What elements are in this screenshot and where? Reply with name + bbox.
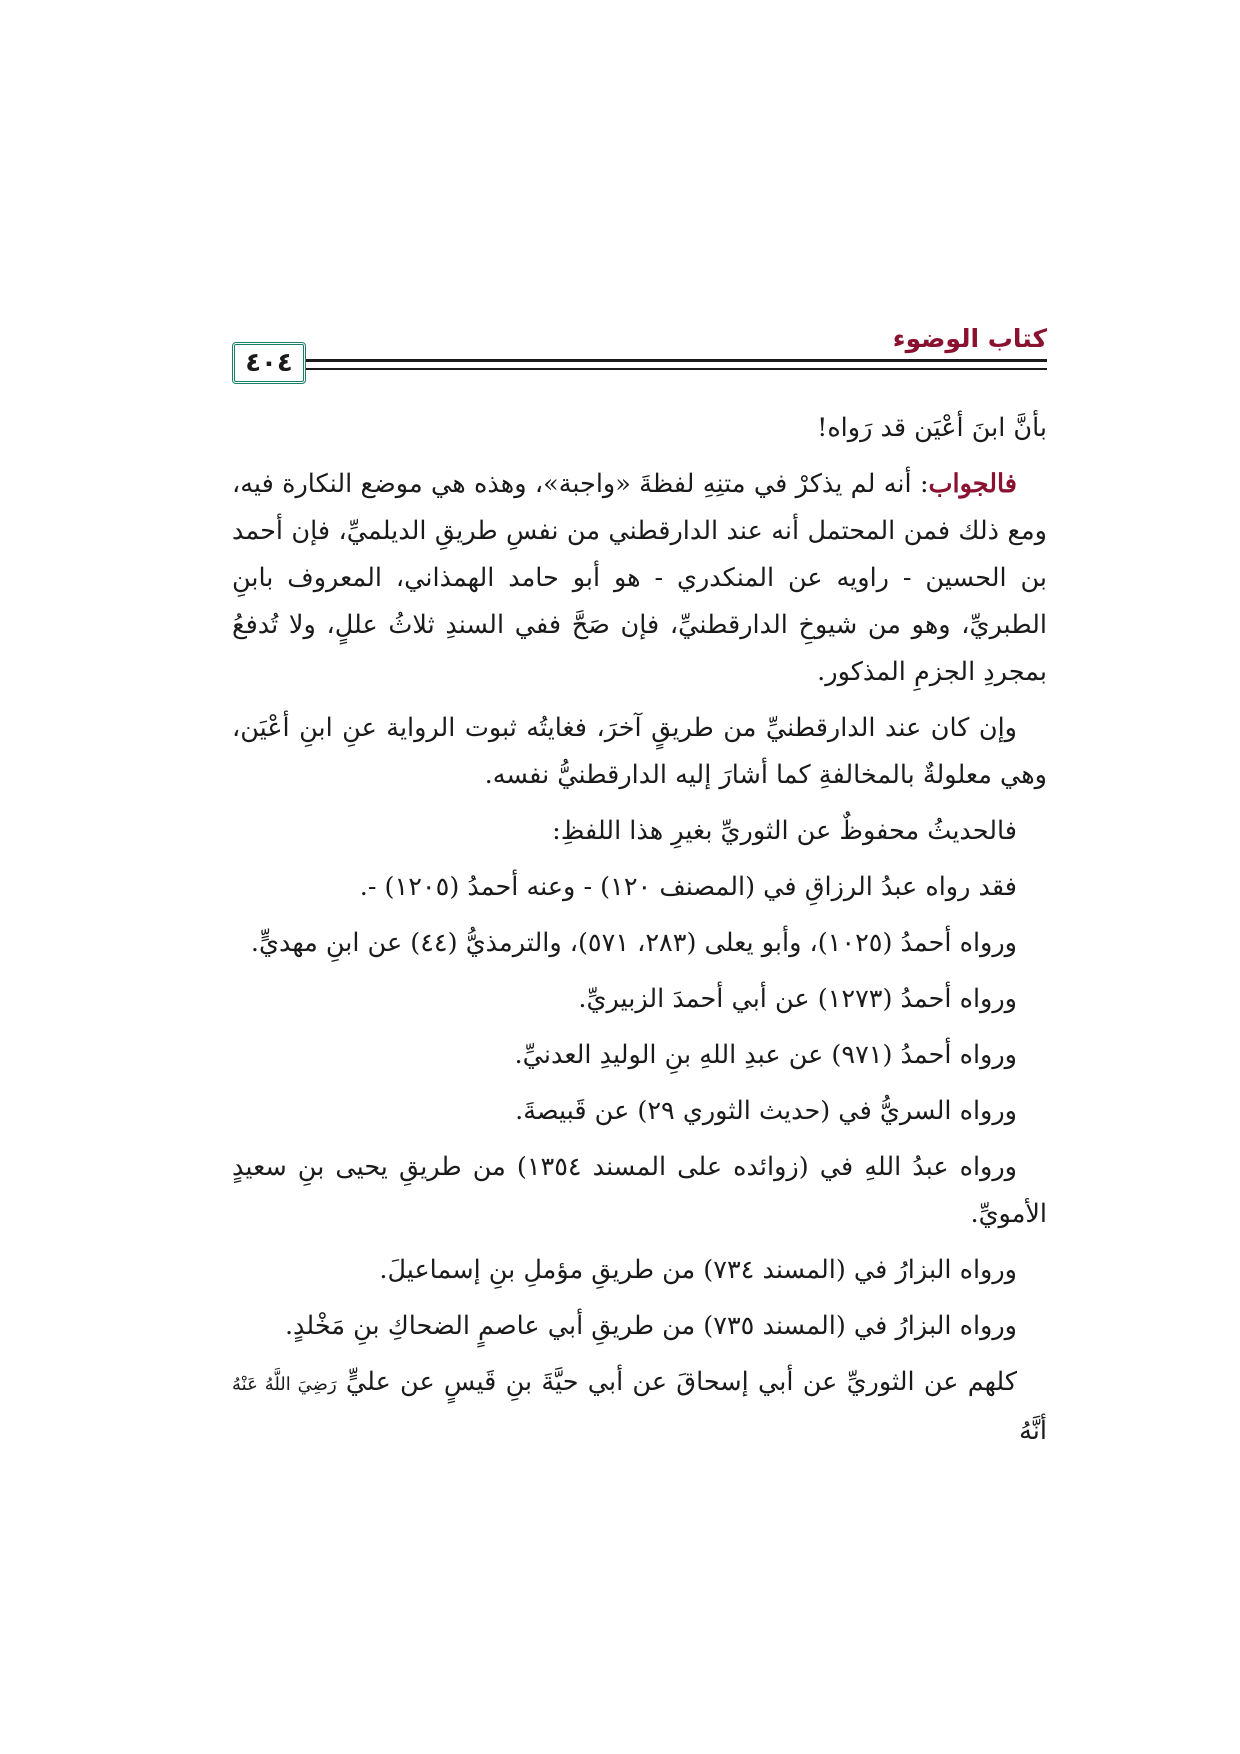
- answer-label: فالجواب: [928, 469, 1017, 499]
- header-rule-top: [306, 359, 1047, 362]
- page-number-frame: [232, 342, 306, 384]
- paragraph-13: [232, 1359, 1047, 1455]
- page-number: ٤٠٤: [245, 348, 293, 378]
- paragraph-6: ورواه أحمدُ (١٠٢٥)، وأبو يعلى (٢٨٣، ٥٧١)، والترمذيُّ (٤٤) عن ابنِ مهديٍّ.: [250, 928, 1017, 958]
- paragraph-10: ورواه عبدُ اللهِ في (زوائده على المسند ١٣٥٤) من طريقِ يحيى بنِ سعيدٍ الأمويِّ.: [232, 1152, 1047, 1229]
- paragraph-5: فقد رواه عبدُ الرزاقِ في (المصنف ١٢٠) - وعنه أحمدُ (١٢٠٥) -.: [359, 872, 1017, 902]
- honorific-glyph: رَضِيَ اللَّهُ عَنْهُ: [232, 1374, 337, 1395]
- paragraph-answer: [232, 461, 1047, 696]
- header-rule-bottom: [306, 368, 1047, 370]
- paragraph-4: فالحديثُ محفوظٌ عن الثوريِّ بغيرِ هذا اللفظِ:: [552, 816, 1017, 846]
- main-text: [232, 405, 1047, 1464]
- book-title: كتاب الوضوء: [892, 324, 1047, 353]
- paragraph-11: ورواه البزارُ في (المسند ٧٣٤) من طريقِ مؤملِ بنِ إسماعيلَ.: [379, 1255, 1017, 1285]
- paragraph-3: وإن كان عند الدارقطنيِّ من طريقٍ آخرَ، فغايتُه ثبوت الرواية عنِ ابنِ أعْيَن، وهي معلولةٌ بالمخالفةِ كما أشارَ إليه الدارقطنيُّ نفسه.: [232, 713, 1047, 790]
- paragraph-1: بأنَّ ابنَ أعْيَن قد رَواه!: [817, 413, 1047, 443]
- paragraph-12: ورواه البزارُ في (المسند ٧٣٥) من طريقِ أبي عاصمٍ الضحاكِ بنِ مَخْلدٍ.: [284, 1311, 1017, 1341]
- paragraph-13-end: أنَّهُ: [1019, 1416, 1047, 1446]
- page-header: [232, 320, 1047, 390]
- paragraph-9: ورواه السريُّ في (حديث الثوري ٢٩) عن قَبيصةَ.: [515, 1096, 1017, 1126]
- answer-text: : أنه لم يذكرْ في متنِهِ لفظةَ «واجبة»، وهذه هي موضع النكارة فيه، ومع ذلك فمن المحتمل أنه عند الدارقطني من نفسِ طريقِ الديلميِّ، فإن أحمد بن الحسين - راويه عن المنكدري - هو أبو حامد الهمذاني، المعروف بابنِ الطبريِّ، وهو من شيوخِ الدارقطنيِّ، فإن صَحَّ ففي السندِ ثلاثُ عللٍ، ولا تُدفعُ بمجردِ الجزمِ المذكور.: [232, 469, 1047, 687]
- paragraph-7: ورواه أحمدُ (١٢٧٣) عن أبي أحمدَ الزبيريِّ.: [578, 984, 1017, 1014]
- paragraph-13-start: كلهم عن الثوريِّ عن أبي إسحاقَ عن أبي حيَّةَ بنِ قَيسٍ عن عليٍّ: [336, 1367, 1018, 1397]
- paragraph-8: ورواه أحمدُ (٩٧١) عن عبدِ اللهِ بنِ الوليدِ العدنيِّ.: [514, 1040, 1017, 1070]
